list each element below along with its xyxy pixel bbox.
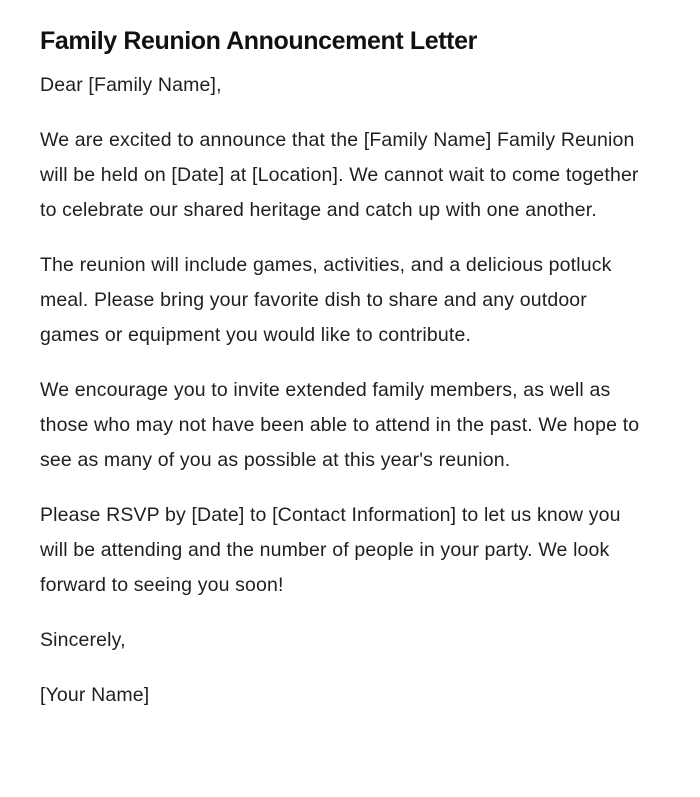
closing: Sincerely, xyxy=(40,629,126,651)
paragraph-rsvp: Please RSVP by [Date] to [Contact Information] to let us know you will be attending and the number of people in your party. We look forward to seeing you soon! xyxy=(40,504,621,596)
paragraph-activities: The reunion will include games, activities, and a delicious potluck meal. Please bring your favorite dish to share and any outdoor games or equipment you would like to contribute. xyxy=(40,254,612,346)
salutation: Dear [Family Name], xyxy=(40,74,222,96)
letter-document xyxy=(40,24,650,733)
letter-title: Family Reunion Announcement Letter xyxy=(40,27,477,55)
signature: [Your Name] xyxy=(40,684,150,706)
paragraph-announcement: We are excited to announce that the [Family Name] Family Reunion will be held on [Date] at [Location]. We cannot wait to come together to celebrate our shared heritage and catch up with one another. xyxy=(40,129,639,221)
paragraph-invitation: We encourage you to invite extended family members, as well as those who may not have been able to attend in the past. We hope to see as many of you as possible at this year's reunion. xyxy=(40,379,640,471)
